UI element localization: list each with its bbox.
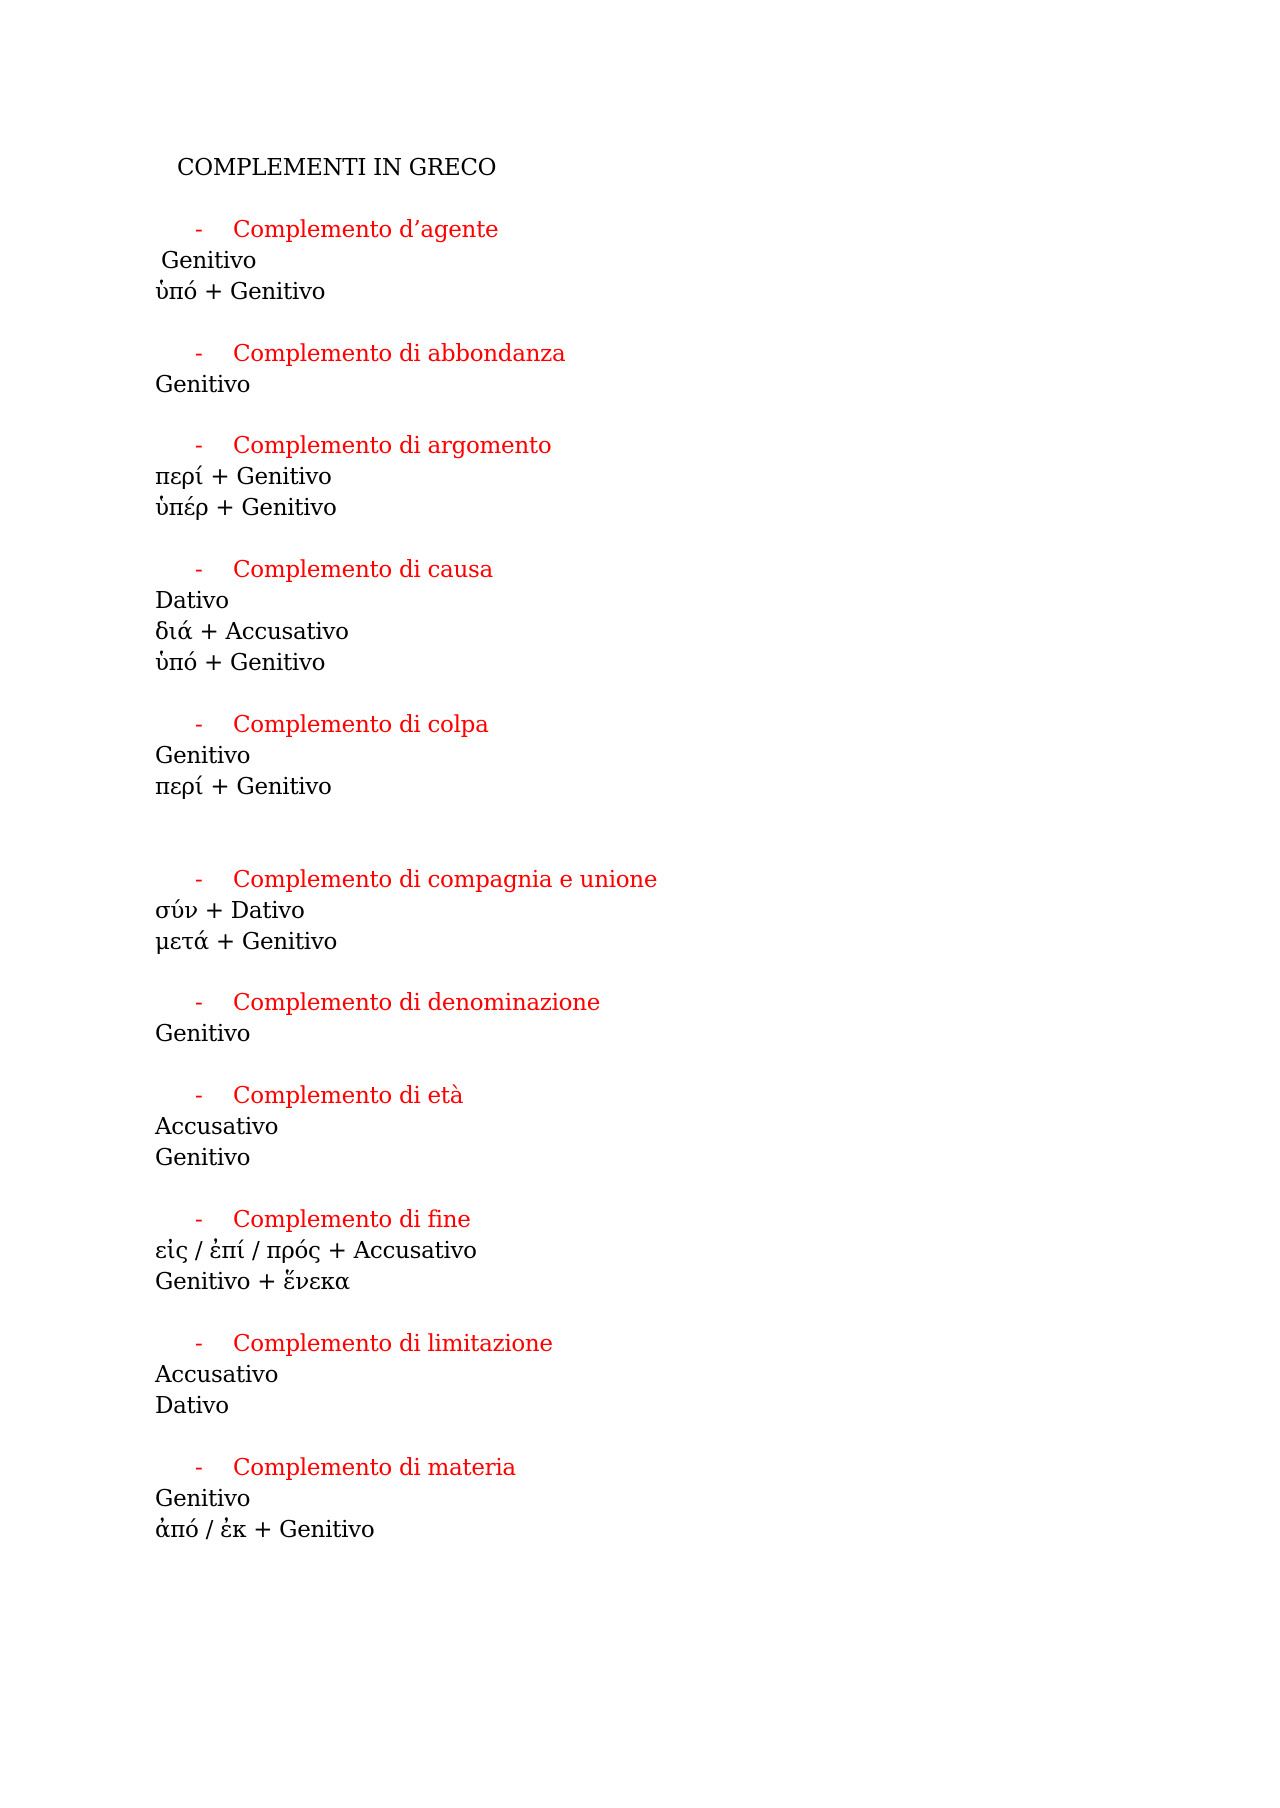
section-complemento-compagnia-unione xyxy=(0,865,1280,958)
section-heading-text: Complemento di abbondanza xyxy=(233,341,566,367)
section-complemento-colpa xyxy=(0,710,1280,803)
document-title: COMPLEMENTI IN GRECO xyxy=(177,155,497,181)
bullet-dash: - xyxy=(195,1083,203,1109)
body-line: Dativo xyxy=(155,1393,229,1419)
body-line: ὑπέρ + Genitivo xyxy=(155,495,337,521)
body-line: σύν + Dativo xyxy=(155,898,305,924)
bullet-dash: - xyxy=(195,867,203,893)
section-heading-text: Complemento d’agente xyxy=(233,217,499,243)
section-complemento-limitazione xyxy=(0,1329,1280,1422)
section-heading-text: Complemento di colpa xyxy=(233,712,489,738)
section-complemento-fine xyxy=(0,1205,1280,1298)
section-heading-text: Complemento di causa xyxy=(233,557,493,583)
section-heading xyxy=(0,988,1280,1019)
section-heading-text: Complemento di argomento xyxy=(233,433,552,459)
bullet-dash: - xyxy=(195,1207,203,1233)
section-heading-text: Complemento di materia xyxy=(233,1455,516,1481)
bullet-dash: - xyxy=(195,217,203,243)
body-line: Genitivo xyxy=(155,1021,251,1047)
body-line: ὑπό + Genitivo xyxy=(155,650,326,676)
bullet-dash: - xyxy=(195,433,203,459)
body-line: Accusativo xyxy=(155,1114,279,1140)
section-heading-text: Complemento di fine xyxy=(233,1207,471,1233)
body-line: εἰς / ἐπί / πρός + Accusativo xyxy=(155,1238,477,1264)
body-line: περί + Genitivo xyxy=(155,774,332,800)
bullet-dash: - xyxy=(195,1331,203,1357)
body-line: Accusativo xyxy=(155,1362,279,1388)
section-complemento-materia xyxy=(0,1453,1280,1546)
body-line: Genitivo xyxy=(161,248,257,274)
section-complemento-causa xyxy=(0,555,1280,679)
body-line: διά + Accusativo xyxy=(155,619,349,645)
bullet-dash: - xyxy=(195,1455,203,1481)
section-complemento-denominazione xyxy=(0,988,1280,1050)
section-heading-text: Complemento di compagnia e unione xyxy=(233,867,658,893)
section-heading-text: Complemento di età xyxy=(233,1083,464,1109)
body-line: ὑπό + Genitivo xyxy=(155,279,326,305)
section-heading xyxy=(0,1329,1280,1360)
body-line: μετά + Genitivo xyxy=(155,929,338,955)
section-heading xyxy=(0,431,1280,462)
bullet-dash: - xyxy=(195,712,203,738)
section-heading xyxy=(0,1081,1280,1112)
section-heading xyxy=(0,1453,1280,1484)
bullet-dash: - xyxy=(195,341,203,367)
section-heading xyxy=(0,710,1280,741)
body-line: Dativo xyxy=(155,588,229,614)
section-heading xyxy=(0,865,1280,896)
body-line: Genitivo xyxy=(155,743,251,769)
section-heading xyxy=(0,1205,1280,1236)
body-line: Genitivo + ἕνεκα xyxy=(155,1269,350,1295)
section-heading-text: Complemento di denominazione xyxy=(233,990,601,1016)
bullet-dash: - xyxy=(195,557,203,583)
section-complemento-argomento xyxy=(0,431,1280,524)
section-heading-text: Complemento di limitazione xyxy=(233,1331,553,1357)
section-complemento-agente xyxy=(0,215,1280,308)
section-complemento-abbondanza xyxy=(0,339,1280,401)
body-line: ἀπό / ἐκ + Genitivo xyxy=(155,1517,375,1543)
body-line: Genitivo xyxy=(155,372,251,398)
body-line: Genitivo xyxy=(155,1486,251,1512)
section-heading xyxy=(0,339,1280,370)
body-line: Genitivo xyxy=(155,1145,251,1171)
section-heading xyxy=(0,555,1280,586)
body-line: περί + Genitivo xyxy=(155,464,332,490)
section-complemento-eta xyxy=(0,1081,1280,1174)
bullet-dash: - xyxy=(195,990,203,1016)
section-heading xyxy=(0,215,1280,246)
